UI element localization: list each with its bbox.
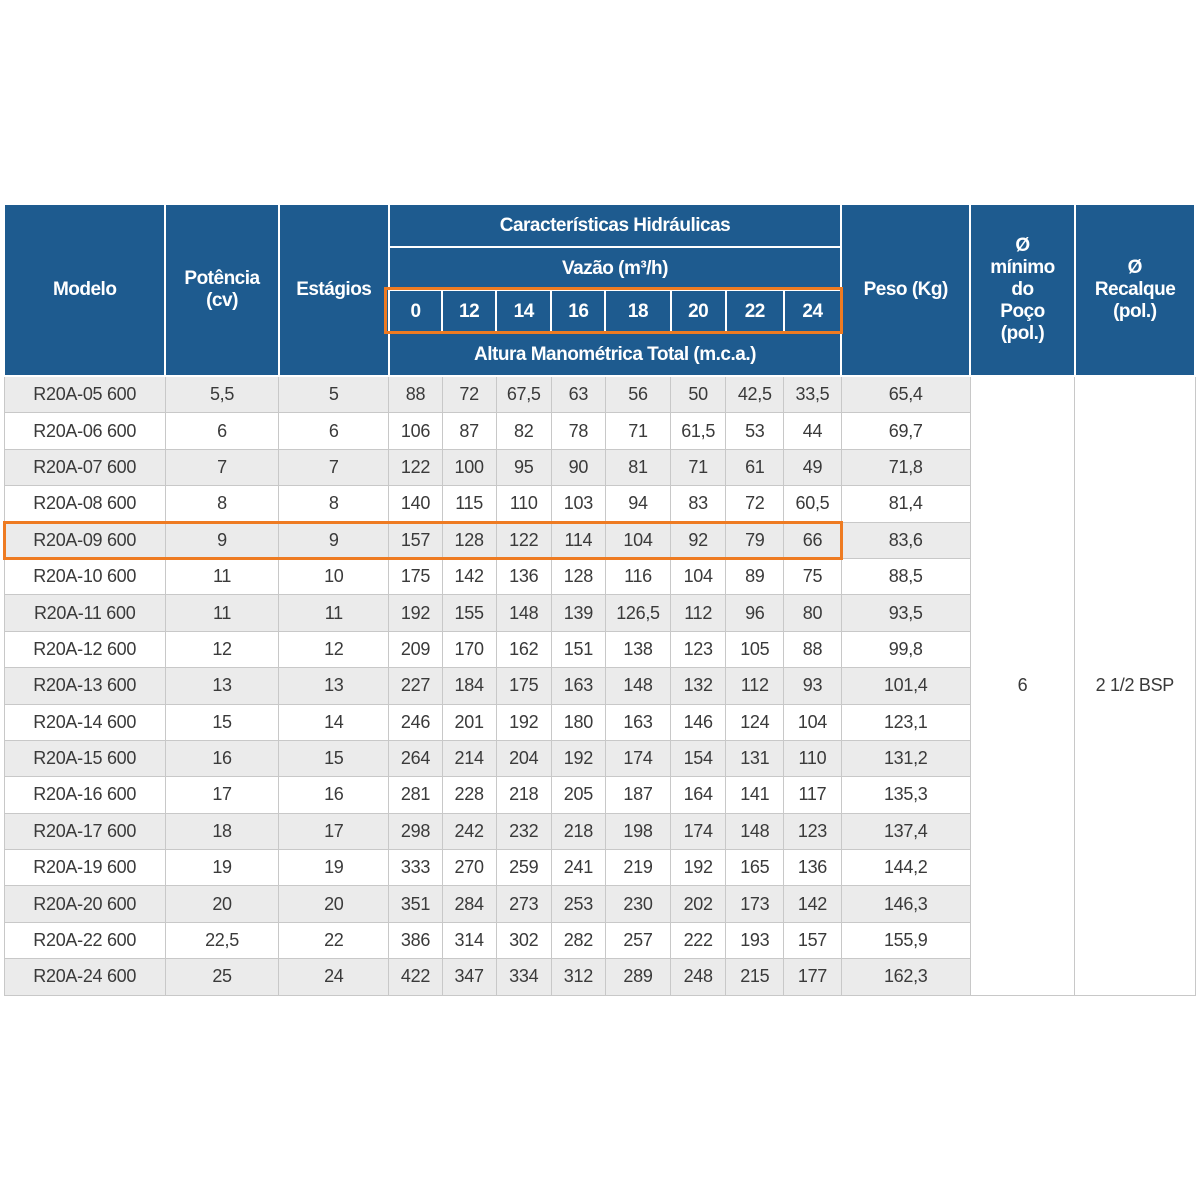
cell-head: 136 [784, 850, 841, 886]
cell-head: 192 [496, 704, 551, 740]
cell-head: 126,5 [605, 595, 670, 631]
cell-head: 60,5 [784, 486, 841, 522]
cell-head: 44 [784, 413, 841, 449]
cell-estagios: 5 [279, 376, 389, 413]
cell-peso: 71,8 [841, 449, 970, 485]
cell-estagios: 14 [279, 704, 389, 740]
cell-head: 218 [496, 777, 551, 813]
cell-head: 162 [496, 631, 551, 667]
cell-head: 302 [496, 922, 551, 958]
cell-head: 314 [442, 922, 496, 958]
cell-estagios: 8 [279, 486, 389, 522]
cell-potencia: 8 [165, 486, 278, 522]
cell-head: 192 [671, 850, 726, 886]
cell-estagios: 17 [279, 813, 389, 849]
cell-head: 87 [442, 413, 496, 449]
cell-head: 334 [496, 959, 551, 995]
cell-head: 110 [784, 740, 841, 776]
cell-head: 218 [551, 813, 605, 849]
flow-header-16: 16 [551, 290, 605, 333]
header-peso: Peso (Kg) [841, 204, 970, 376]
cell-head: 289 [605, 959, 670, 995]
cell-head: 204 [496, 740, 551, 776]
cell-potencia: 9 [165, 522, 278, 558]
cell-estagios: 22 [279, 922, 389, 958]
cell-head: 122 [389, 449, 442, 485]
cell-head: 82 [496, 413, 551, 449]
cell-head: 184 [442, 668, 496, 704]
cell-head: 163 [605, 704, 670, 740]
cell-peso: 81,4 [841, 486, 970, 522]
cell-head: 142 [784, 886, 841, 922]
cell-estagios: 6 [279, 413, 389, 449]
cell-head: 72 [442, 376, 496, 413]
cell-head: 78 [551, 413, 605, 449]
cell-modelo: R20A-12 600 [4, 631, 165, 667]
cell-modelo: R20A-15 600 [4, 740, 165, 776]
cell-modelo: R20A-06 600 [4, 413, 165, 449]
cell-head: 222 [671, 922, 726, 958]
cell-head: 128 [442, 522, 496, 558]
cell-peso: 146,3 [841, 886, 970, 922]
cell-head: 259 [496, 850, 551, 886]
cell-head: 151 [551, 631, 605, 667]
cell-head: 298 [389, 813, 442, 849]
cell-head: 164 [671, 777, 726, 813]
cell-potencia: 17 [165, 777, 278, 813]
cell-head: 105 [726, 631, 784, 667]
cell-peso: 144,2 [841, 850, 970, 886]
cell-modelo: R20A-13 600 [4, 668, 165, 704]
flow-header-0: 0 [389, 290, 442, 333]
cell-head: 422 [389, 959, 442, 995]
cell-poco-merged: 6 [970, 376, 1074, 995]
cell-head: 165 [726, 850, 784, 886]
cell-peso: 93,5 [841, 595, 970, 631]
cell-head: 198 [605, 813, 670, 849]
cell-head: 142 [442, 558, 496, 594]
cell-peso: 137,4 [841, 813, 970, 849]
cell-head: 351 [389, 886, 442, 922]
cell-estagios: 20 [279, 886, 389, 922]
cell-potencia: 15 [165, 704, 278, 740]
cell-head: 79 [726, 522, 784, 558]
cell-head: 284 [442, 886, 496, 922]
cell-head: 83 [671, 486, 726, 522]
cell-head: 106 [389, 413, 442, 449]
cell-estagios: 24 [279, 959, 389, 995]
cell-head: 202 [671, 886, 726, 922]
header-caracteristicas-hidraulicas: Características Hidráulicas [389, 204, 841, 247]
cell-estagios: 7 [279, 449, 389, 485]
cell-head: 214 [442, 740, 496, 776]
cell-head: 90 [551, 449, 605, 485]
cell-head: 42,5 [726, 376, 784, 413]
cell-head: 112 [671, 595, 726, 631]
cell-head: 117 [784, 777, 841, 813]
cell-head: 88 [784, 631, 841, 667]
cell-head: 128 [551, 558, 605, 594]
cell-head: 116 [605, 558, 670, 594]
header-altura-manometrica: Altura Manométrica Total (m.c.a.) [389, 333, 841, 376]
cell-head: 227 [389, 668, 442, 704]
cell-head: 66 [784, 522, 841, 558]
cell-potencia: 5,5 [165, 376, 278, 413]
cell-head: 110 [496, 486, 551, 522]
cell-head: 49 [784, 449, 841, 485]
cell-head: 257 [605, 922, 670, 958]
cell-modelo: R20A-20 600 [4, 886, 165, 922]
header-potencia: Potência (cv) [165, 204, 278, 376]
cell-head: 192 [551, 740, 605, 776]
cell-peso: 88,5 [841, 558, 970, 594]
cell-head: 131 [726, 740, 784, 776]
cell-modelo: R20A-22 600 [4, 922, 165, 958]
cell-modelo: R20A-07 600 [4, 449, 165, 485]
cell-head: 123 [671, 631, 726, 667]
cell-potencia: 11 [165, 558, 278, 594]
header-vazao: Vazão (m³/h) [389, 247, 841, 290]
cell-head: 148 [726, 813, 784, 849]
cell-head: 56 [605, 376, 670, 413]
cell-head: 228 [442, 777, 496, 813]
cell-modelo: R20A-14 600 [4, 704, 165, 740]
table-row [4, 376, 1195, 413]
cell-head: 215 [726, 959, 784, 995]
cell-head: 75 [784, 558, 841, 594]
cell-head: 95 [496, 449, 551, 485]
cell-modelo: R20A-11 600 [4, 595, 165, 631]
cell-head: 253 [551, 886, 605, 922]
cell-head: 273 [496, 886, 551, 922]
cell-head: 146 [671, 704, 726, 740]
cell-modelo: R20A-24 600 [4, 959, 165, 995]
cell-peso: 101,4 [841, 668, 970, 704]
cell-modelo: R20A-08 600 [4, 486, 165, 522]
cell-modelo: R20A-05 600 [4, 376, 165, 413]
cell-modelo: R20A-09 600 [4, 522, 165, 558]
cell-head: 232 [496, 813, 551, 849]
flow-header-22: 22 [726, 290, 784, 333]
cell-head: 104 [671, 558, 726, 594]
cell-head: 93 [784, 668, 841, 704]
cell-estagios: 10 [279, 558, 389, 594]
cell-peso: 155,9 [841, 922, 970, 958]
cell-head: 248 [671, 959, 726, 995]
cell-potencia: 25 [165, 959, 278, 995]
cell-head: 81 [605, 449, 670, 485]
flow-header-18: 18 [605, 290, 670, 333]
cell-head: 333 [389, 850, 442, 886]
cell-head: 104 [605, 522, 670, 558]
cell-head: 154 [671, 740, 726, 776]
cell-modelo: R20A-17 600 [4, 813, 165, 849]
cell-head: 148 [496, 595, 551, 631]
cell-estagios: 12 [279, 631, 389, 667]
cell-head: 89 [726, 558, 784, 594]
cell-potencia: 22,5 [165, 922, 278, 958]
header-poco: Ø mínimo do Poço (pol.) [970, 204, 1074, 376]
cell-head: 241 [551, 850, 605, 886]
cell-modelo: R20A-19 600 [4, 850, 165, 886]
header-modelo: Modelo [4, 204, 165, 376]
cell-head: 312 [551, 959, 605, 995]
cell-recalque-merged: 2 1/2 BSP [1075, 376, 1195, 995]
cell-head: 132 [671, 668, 726, 704]
cell-estagios: 13 [279, 668, 389, 704]
cell-head: 80 [784, 595, 841, 631]
cell-head: 174 [605, 740, 670, 776]
cell-estagios: 11 [279, 595, 389, 631]
pump-spec-table [3, 203, 1196, 996]
cell-head: 177 [784, 959, 841, 995]
cell-head: 175 [496, 668, 551, 704]
cell-head: 155 [442, 595, 496, 631]
cell-head: 242 [442, 813, 496, 849]
cell-head: 141 [726, 777, 784, 813]
cell-head: 123 [784, 813, 841, 849]
cell-potencia: 7 [165, 449, 278, 485]
cell-head: 122 [496, 522, 551, 558]
cell-head: 61 [726, 449, 784, 485]
cell-potencia: 13 [165, 668, 278, 704]
cell-head: 136 [496, 558, 551, 594]
cell-peso: 123,1 [841, 704, 970, 740]
cell-head: 103 [551, 486, 605, 522]
cell-head: 88 [389, 376, 442, 413]
cell-head: 192 [389, 595, 442, 631]
cell-head: 139 [551, 595, 605, 631]
cell-head: 92 [671, 522, 726, 558]
cell-head: 174 [671, 813, 726, 849]
cell-head: 201 [442, 704, 496, 740]
cell-head: 219 [605, 850, 670, 886]
cell-head: 104 [784, 704, 841, 740]
cell-estagios: 16 [279, 777, 389, 813]
cell-head: 114 [551, 522, 605, 558]
cell-peso: 162,3 [841, 959, 970, 995]
cell-peso: 135,3 [841, 777, 970, 813]
flow-header-24: 24 [784, 290, 841, 333]
cell-head: 71 [671, 449, 726, 485]
cell-head: 115 [442, 486, 496, 522]
cell-head: 180 [551, 704, 605, 740]
cell-modelo: R20A-10 600 [4, 558, 165, 594]
cell-head: 230 [605, 886, 670, 922]
cell-head: 187 [605, 777, 670, 813]
cell-head: 63 [551, 376, 605, 413]
cell-head: 148 [605, 668, 670, 704]
cell-head: 209 [389, 631, 442, 667]
cell-head: 193 [726, 922, 784, 958]
cell-head: 282 [551, 922, 605, 958]
cell-head: 175 [389, 558, 442, 594]
cell-peso: 69,7 [841, 413, 970, 449]
cell-potencia: 12 [165, 631, 278, 667]
cell-head: 96 [726, 595, 784, 631]
cell-head: 386 [389, 922, 442, 958]
cell-head: 71 [605, 413, 670, 449]
cell-head: 124 [726, 704, 784, 740]
cell-estagios: 19 [279, 850, 389, 886]
pump-spec-table-wrapper [3, 203, 1196, 996]
flow-header-20: 20 [671, 290, 726, 333]
cell-potencia: 16 [165, 740, 278, 776]
cell-head: 347 [442, 959, 496, 995]
cell-head: 72 [726, 486, 784, 522]
cell-head: 138 [605, 631, 670, 667]
cell-head: 246 [389, 704, 442, 740]
cell-peso: 99,8 [841, 631, 970, 667]
cell-head: 94 [605, 486, 670, 522]
cell-head: 270 [442, 850, 496, 886]
cell-head: 53 [726, 413, 784, 449]
cell-estagios: 15 [279, 740, 389, 776]
header-estagios: Estágios [279, 204, 389, 376]
cell-head: 173 [726, 886, 784, 922]
flow-header-14: 14 [496, 290, 551, 333]
cell-head: 170 [442, 631, 496, 667]
cell-head: 163 [551, 668, 605, 704]
cell-head: 264 [389, 740, 442, 776]
cell-peso: 131,2 [841, 740, 970, 776]
cell-potencia: 18 [165, 813, 278, 849]
cell-head: 50 [671, 376, 726, 413]
cell-peso: 65,4 [841, 376, 970, 413]
cell-head: 61,5 [671, 413, 726, 449]
cell-modelo: R20A-16 600 [4, 777, 165, 813]
cell-head: 157 [389, 522, 442, 558]
cell-estagios: 9 [279, 522, 389, 558]
header-recalque: Ø Recalque (pol.) [1075, 204, 1195, 376]
flow-header-12: 12 [442, 290, 496, 333]
cell-head: 205 [551, 777, 605, 813]
cell-head: 140 [389, 486, 442, 522]
cell-potencia: 11 [165, 595, 278, 631]
cell-head: 281 [389, 777, 442, 813]
cell-head: 100 [442, 449, 496, 485]
cell-peso: 83,6 [841, 522, 970, 558]
cell-head: 157 [784, 922, 841, 958]
cell-potencia: 6 [165, 413, 278, 449]
cell-potencia: 20 [165, 886, 278, 922]
cell-head: 67,5 [496, 376, 551, 413]
cell-potencia: 19 [165, 850, 278, 886]
cell-head: 33,5 [784, 376, 841, 413]
cell-head: 112 [726, 668, 784, 704]
